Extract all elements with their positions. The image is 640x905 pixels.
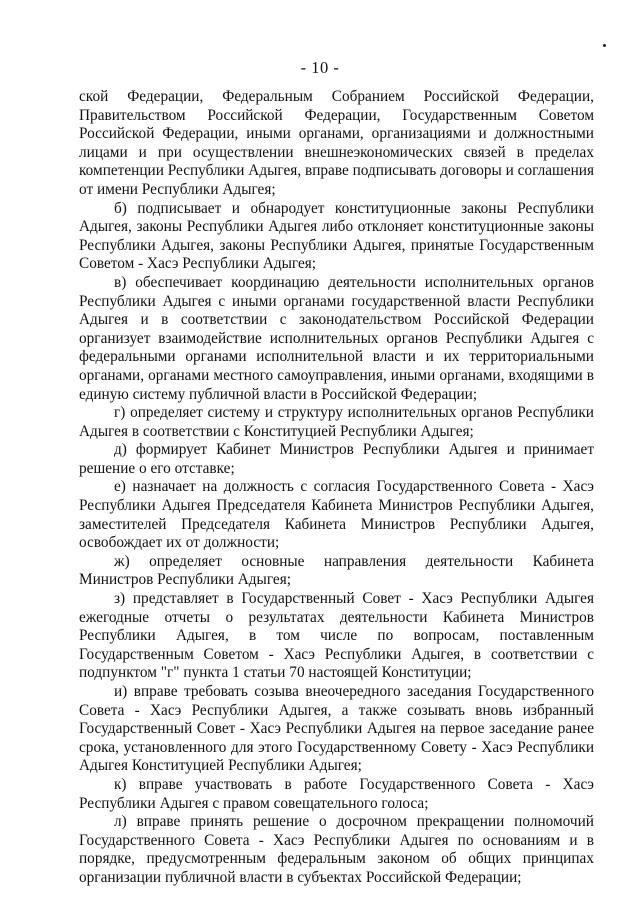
paragraph-item-d: д) формирует Кабинет Министров Республики Адыгея и принимает решение о его отставке; — [79, 441, 594, 477]
paragraph-item-g: г) определяет систему и структуру исполнительных органов Республики Адыгея в соответствии с Конституцией Республики Адыгея; — [79, 404, 594, 440]
paragraph-item-k: к) вправе участвовать в работе Государственного Совета - Хасэ Республики Адыгея с правом совещательного голоса; — [79, 775, 594, 812]
scan-speck — [603, 44, 606, 47]
paragraph-item-l: л) вправе принять решение о досрочном прекращении полномочий Государственного Совета - Хасэ Республики Адыгея по основаниям и в порядке, предусмотренным федеральным законом об общих принципах организации публичной власти в субъектах Российской Федерации; — [79, 813, 594, 886]
paragraph-item-zh: ж) определяет основные направления деятельности Кабинета Министров Республики Адыгея; — [79, 552, 594, 589]
paragraph-item-b: б) подписывает и обнародует конституционные законы Республики Адыгея, законы Республики Адыгея либо отклоняет конституционные законы Республики Адыгея, законы Республики Адыгея, принятые Государственным Советом - Хасэ Республики Адыгея; — [79, 199, 594, 273]
paragraph-item-v: в) обеспечивает координацию деятельности исполнительных органов Республики Адыгея с иными органами государственной власти Республики Адыгея и в соответствии с законодательством Российской Федерации организует взаимодействие исполнительных органов Республики Адыгея с федеральными органами исполнительной власти и их территориальными органами, органами местного самоуправления, иными органами, входящими в единую систему публичной власти в Российской Федерации; — [79, 273, 594, 403]
paragraph-item-e: е) назначает на должность с согласия Государственного Совета - Хасэ Республики Адыгея Председателя Кабинета Министров Республики Адыгея, заместителей Председателя Кабинета Министров Республики Адыгея, освобождает их от должности; — [79, 478, 594, 552]
paragraph-item-i: и) вправе требовать созыва внеочередного заседания Государственного Совета - Хасэ Республики Адыгея, а также созывать вновь избранный Государственный Совет - Хасэ Республики Адыгея на первое заседание ранее срока, установленного для этого Государственному Совету - Хасэ Республики Адыгея Конституцией Республики Адыгея; — [79, 683, 594, 775]
paragraph-continuation: ской Федерации, Федеральным Собранием Российской Федерации, Правительством Российской Федерации, Государственным Советом Российской Федерации, иными органами, организациями и должностными лицами и при осуществлении внешнеэкономических связей в пределах компетенции Республики Адыгея, вправе подписывать договоры и соглашения от имени Республики Адыгея; — [79, 88, 594, 198]
page-number: - 10 - — [300, 58, 340, 77]
paragraph-item-z: з) представляет в Государственный Совет - Хасэ Республики Адыгея ежегодные отчеты о результатах деятельности Кабинета Министров Республики Адыгея, в том числе по вопросам, поставленным Государственным Советом - Хасэ Республики Адыгея, в соответствии с подпунктом "г" пункта 1 статьи 70 настоящей Конституции; — [79, 590, 594, 682]
document-body — [79, 88, 594, 888]
